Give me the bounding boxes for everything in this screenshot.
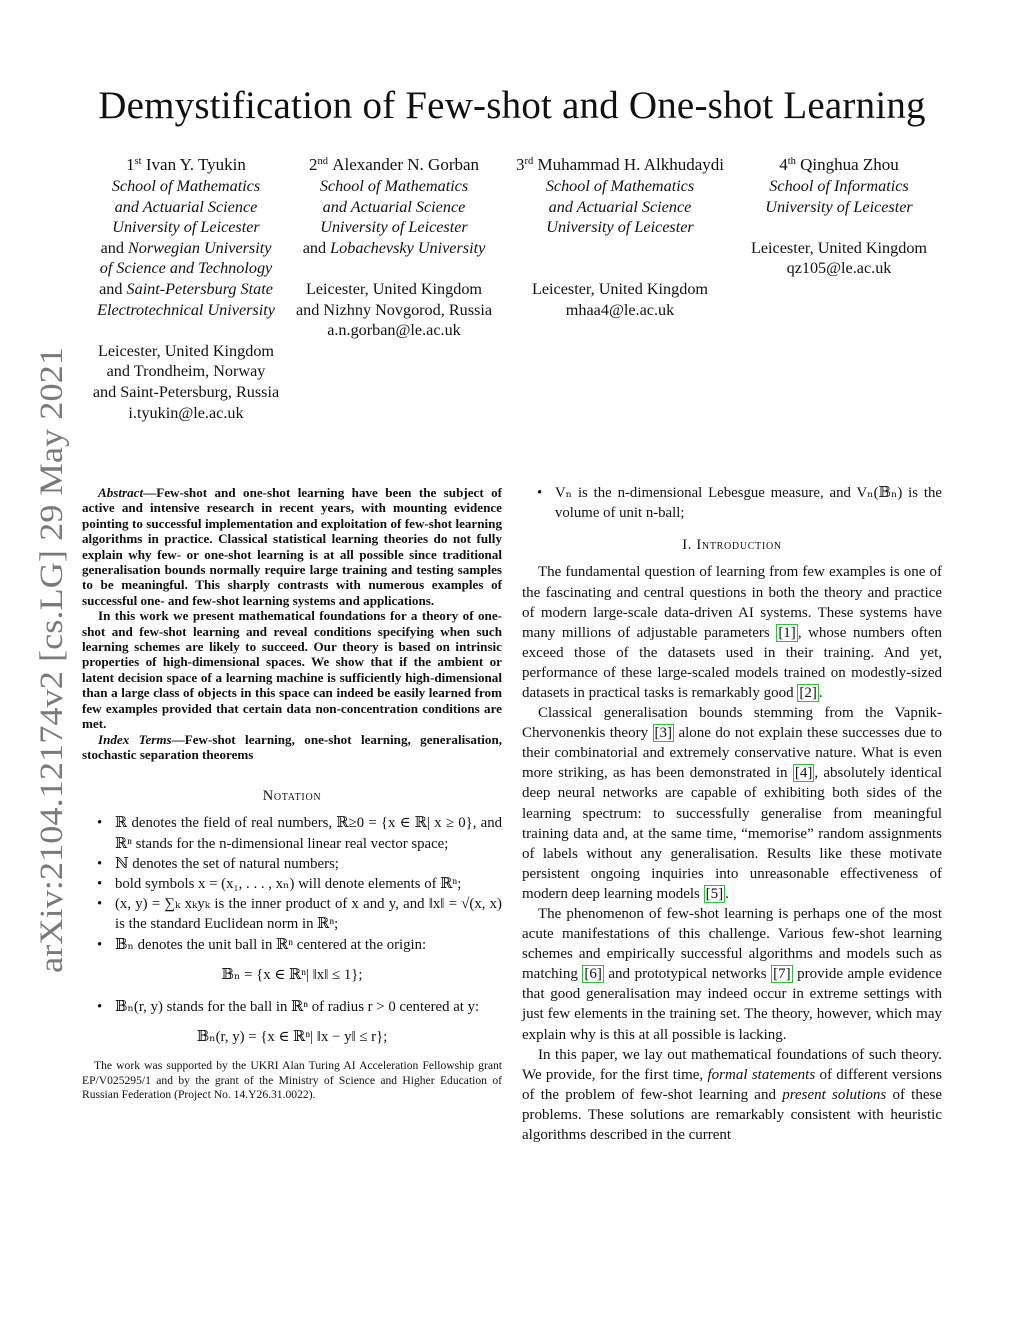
list-item: • bold symbols x = (x₁, . . . , xₙ) will denote elements of ℝⁿ; — [82, 874, 502, 894]
abstract-paragraph-1: Abstract—Few-shot and one-shot learning have been the subject of active and intensive research in recent years, with mounting evidence pointing to successful implementation and exploitation of few-shot learning algorithms in practice. Classical statistical learning theories do not fully explain why few- or one-shot learning is at all possible since traditional generalisation bounds normally require large training and testing samples to be meaningful. This sharply contrasts with numerous examples of successful one- and few-shot learning systems and applications. — [82, 485, 502, 608]
right-column — [522, 483, 942, 1145]
location-line: Leicester, United Kingdom — [531, 279, 708, 298]
affiliation-line: and Saint-Petersburg State — [99, 279, 273, 298]
author-name-3: 3rd Muhammad H. Alkhudaydi — [515, 155, 724, 174]
citation-link[interactable]: [7] — [773, 966, 791, 983]
list-item: • ℝ denotes the field of real numbers, ℝ≥0 = {x ∈ ℝ| x ≥ 0}, and ℝⁿ stands for the n-dimensional linear real vector space; — [82, 813, 502, 853]
affiliation-line: of Science and Technology — [99, 259, 273, 278]
author-email-3: mhaa4@le.ac.uk — [565, 300, 675, 319]
paragraph: The fundamental question of learning from few examples is one of the fascinating and central questions in both the theory and practice of modern large-scale data-driven AI systems. These systems have many millions of adjustable parameters [1] , whose numbers often exceed those of the datasets used in their training. And yet, performance of these large-scaled models trained on modestly-sized datasets in practical tasks is remarkably good [2] . — [522, 564, 942, 701]
affiliation-line: Electrotechnical University — [97, 300, 275, 319]
paragraph: In this paper, we lay out mathematical foundations of such theory. We provide, for the first time, formal statements of different versions of the problem of few-shot learning and present solutions of these problems. These solutions are remarkably consistent with heuristic algorithms described in the current — [522, 1046, 942, 1144]
location-line: Leicester, United Kingdom — [97, 341, 274, 360]
equation-ball: 𝔹ₙ(r, y) = {x ∈ ℝⁿ| ‖x − y‖ ≤ r}; — [196, 1029, 388, 1046]
affiliation-line: and Lobachevsky University — [302, 238, 486, 257]
author-block-1 — [80, 154, 292, 423]
notation-heading: Notation — [262, 788, 322, 805]
citation-link[interactable]: [4] — [794, 765, 813, 782]
emphasis: formal statements — [707, 1066, 816, 1083]
citation-link[interactable]: [3] — [654, 725, 673, 742]
author-email-2: a.n.gorban@le.ac.uk — [327, 321, 461, 340]
affiliation-line: School of Informatics — [769, 177, 909, 195]
author-name-2: 2nd Alexander N. Gorban — [308, 155, 480, 174]
footnote — [82, 1059, 502, 1102]
paragraph: Classical generalisation bounds stemming from the Vapnik-Chervonenkis theory [3] alone do not explain these successes due to their combinatorial and extremely conservative nature. What is even more striking, as has been demonstrated in [4] , absolutely identical deep neural networks are capable of exhibiting both sides of the learning spectrum: to successfully generalise from meaningful training data and, at the same time, “memorise” random assignments of labels without any generalisation. Results like these motivate persistent ongoing inquiries into unreasonable effectiveness of modern deep learning models [5] . — [522, 705, 942, 902]
author-email-1: i.tyukin@le.ac.uk — [128, 403, 244, 422]
introduction-body — [522, 562, 942, 1145]
notation-list — [82, 813, 502, 1047]
paragraph: The phenomenon of few-shot learning is perhaps one of the most acute manifestations of this challenge. Various few-shot learning schemes and empirically successful algorithms and models such as matching [6] and prototypical networks [7] provide ample evidence that good generalisation may indeed occur in extreme settings with just few elements in the training set. The theory, however, which may explain why is this at all possible is lacking. — [522, 906, 942, 1043]
affiliation-line: and Actuarial Science — [548, 197, 692, 216]
emphasis: present solutions — [782, 1086, 887, 1103]
affiliation-line: School of Mathematics — [545, 177, 695, 195]
paper-title: Demystification of Few-shot and One-shot Learning — [98, 84, 926, 127]
author-name-1: 1st Ivan Y. Tyukin — [126, 155, 246, 174]
citation-link[interactable]: [1] — [778, 624, 796, 641]
equation-unit-ball: 𝔹ₙ = {x ∈ ℝⁿ| ‖x‖ ≤ 1}; — [221, 966, 363, 983]
location-line: and Nizhny Novgorod, Russia — [295, 300, 493, 319]
citation-link[interactable]: [6] — [584, 966, 602, 983]
index-terms: Index Terms—Few-shot learning, one-shot learning, generalisation, stochastic separation theorems — [82, 731, 502, 762]
affiliation-line: School of Mathematics — [319, 177, 469, 195]
list-item: • (x, y) = ∑ₖ xₖyₖ is the inner product of x and y, and ‖x‖ = √(x, x) is the standard Euclidean norm in ℝⁿ; — [82, 894, 502, 934]
citation-link[interactable]: [2] — [799, 684, 817, 701]
footnote-text: The work was supported by the UKRI Alan Turing AI Acceleration Fellowship grant EP/V025295/1 and by the grant of the Ministry of Science and Higher Education of Russian Federation (Project No. 14.Y26.31.0022). — [82, 1059, 502, 1102]
left-column — [82, 485, 502, 1103]
affiliation-line: University of Leicester — [546, 218, 694, 237]
abstract — [82, 485, 502, 762]
introduction-heading: I. Introduction — [682, 537, 782, 554]
list-item: • ℕ denotes the set of natural numbers; — [82, 854, 502, 874]
location-line: and Trondheim, Norway — [106, 362, 266, 381]
abstract-paragraph-2: In this work we present mathematical foundations for a theory of one-shot and few-shot learning and reveal conditions specifying when such learning schemes are likely to succeed. Our theory is based on intrinsic properties of high-dimensional spaces. We show that if the ambient or latent decision space of a learning machine is sufficiently high-dimensional than a large class of objects in this space can indeed be easily learned from few examples provided that certain data non-concentration conditions are met. — [82, 608, 502, 732]
notation-list-continued — [522, 483, 942, 523]
author-name-4: 4th Qinghua Zhou — [779, 155, 899, 174]
affiliation-line: School of Mathematics — [111, 177, 261, 195]
location-line: Leicester, United Kingdom — [305, 279, 482, 298]
arxiv-identifier — [18, 345, 74, 975]
arxiv-identifier-text: arXiv:2104.12174v2 [cs.LG] 29 May 2021 — [34, 404, 70, 973]
affiliation-line: University of Leicester — [112, 218, 260, 237]
list-item: • 𝔹ₙ(r, y) stands for the ball in ℝⁿ of radius r > 0 centered at y: — [82, 997, 502, 1017]
author-block-3 — [502, 154, 738, 320]
author-block-2 — [288, 154, 500, 341]
list-item: • 𝔹ₙ denotes the unit ball in ℝⁿ centered at the origin: — [82, 935, 502, 955]
affiliation-line: University of Leicester — [320, 218, 468, 237]
author-block-4 — [736, 154, 942, 279]
list-item: • Vₙ is the n-dimensional Lebesgue measure, and Vₙ(𝔹ₙ) is the volume of unit n-ball; — [522, 483, 942, 523]
affiliation-line: and Norwegian University — [100, 238, 272, 257]
location-line: and Saint-Petersburg, Russia — [92, 382, 280, 401]
affiliation-line: and Actuarial Science — [322, 197, 466, 216]
affiliation-line: University of Leicester — [765, 197, 913, 216]
author-email-4: qz105@le.ac.uk — [786, 259, 892, 278]
citation-link[interactable]: [5] — [705, 885, 724, 902]
affiliation-line: and Actuarial Science — [114, 197, 258, 216]
location-line: Leicester, United Kingdom — [750, 238, 927, 257]
